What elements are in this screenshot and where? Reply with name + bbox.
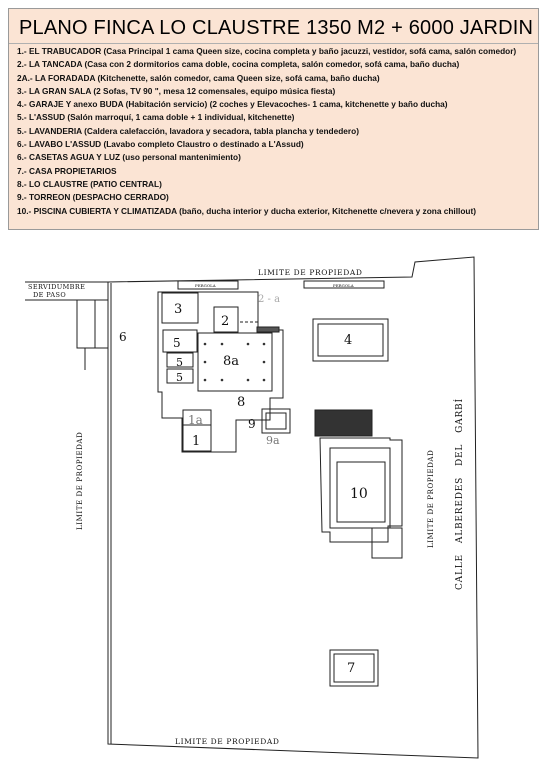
legend-item: 5.- L'ASSUD (Salón marroquí, 1 cama doble + 1 individual, kitchenette) [17,112,295,123]
room-9a-label: 9a [266,434,280,447]
room-1a-label: 1a [188,413,203,427]
page-title: PLANO FINCA LO CLAUSTRE 1350 M2 + 6000 JARDIN [19,17,534,39]
legend-item: 10.- PISCINA CUBIERTA Y CLIMATIZADA (baño, ducha interior y ducha exterior, Kitchenette c/nevera y zona chillout) [17,205,477,216]
servidumbre-label-2: DE PASO [33,291,67,299]
room-5-label: 5 [173,336,181,350]
site-plan [0,242,543,768]
room-8a-label: 8a [223,354,240,369]
limit-top-label: LIMITE DE PROPIEDAD [258,268,363,277]
room-9-label: 9 [248,417,256,431]
legend-list [17,45,516,218]
title-divider [9,43,538,44]
stairs [257,327,279,332]
legend-item: 3.- LA GRAN SALA (2 Sofas, TV 90 ", mesa 12 comensales, equipo música fiesta) [17,85,336,96]
room-2a-outline [238,292,258,322]
legend-item: 2A.- LA FORADADA (Kitchenette, salón comedor, cama Queen size, sofá cama, baño ducha) [17,72,380,83]
room-3-label: 3 [174,302,183,317]
legend-item: 5.- LAVANDERIA (Caldera calefacción, lavadora y secadora, tabla plancha y tendedero) [17,125,359,136]
legend-panel [8,8,539,230]
servidumbre-label: SERVIDUMBRE [28,283,86,291]
pergola-label: PERGOLA [333,283,354,288]
legend-item: 9.- TORREON (DESPACHO CERRADO) [17,192,169,203]
room-2a-label: 2 - a [258,294,281,305]
room-10-label: 10 [350,486,368,502]
pool-canopy [315,410,372,436]
limit-right-label: LIMITE DE PROPIEDAD [427,449,435,548]
pool-annex [372,528,402,558]
limit-bottom-label: LIMITE DE PROPIEDAD [175,737,280,746]
room-5-label: 5 [176,371,183,384]
legend-item: 2.- LA TANCADA (Casa con 2 dormitorios cama doble, cocina completa, salón comedor, sofá cama, baño ducha) [17,59,460,70]
legend-item: 8.- LO CLAUSTRE (PATIO CENTRAL) [17,178,162,189]
legend-item: 6.- LAVABO L'ASSUD (Lavabo completo Claustro o destinado a L'Assud) [17,139,304,150]
legend-item: 6.- CASETAS AGUA Y LUZ (uso personal mantenimiento) [17,152,241,163]
room-6-label: 6 [119,330,127,344]
room-4-label: 4 [344,333,353,348]
gate-post [77,300,95,348]
legend-item: 4.- GARAJE Y anexo BUDA (Habitación servicio) (2 coches y Elevacoches- 1 cama, kitchenette y baño ducha) [17,99,448,110]
limit-left-label: LIMITE DE PROPIEDAD [76,431,84,530]
room-9-inner [266,413,286,429]
legend-item: 7.- CASA PROPIETARIOS [17,165,117,176]
street-label: CALLE ALBEREDES DEL GARBÍ [455,398,465,590]
room-8-label: 8 [237,395,246,410]
pergola-label: PERGOLA [195,283,216,288]
room-2-label: 2 [221,314,230,329]
room-1-label: 1 [192,434,201,449]
legend-item: 1.- EL TRABUCADOR (Casa Principal 1 cama Queen size, cocina completa y baño jacuzzi, vestidor, sofá cama, salón comedor) [17,46,517,56]
room-5-label: 5 [176,356,183,369]
room-7-label: 7 [347,661,356,676]
